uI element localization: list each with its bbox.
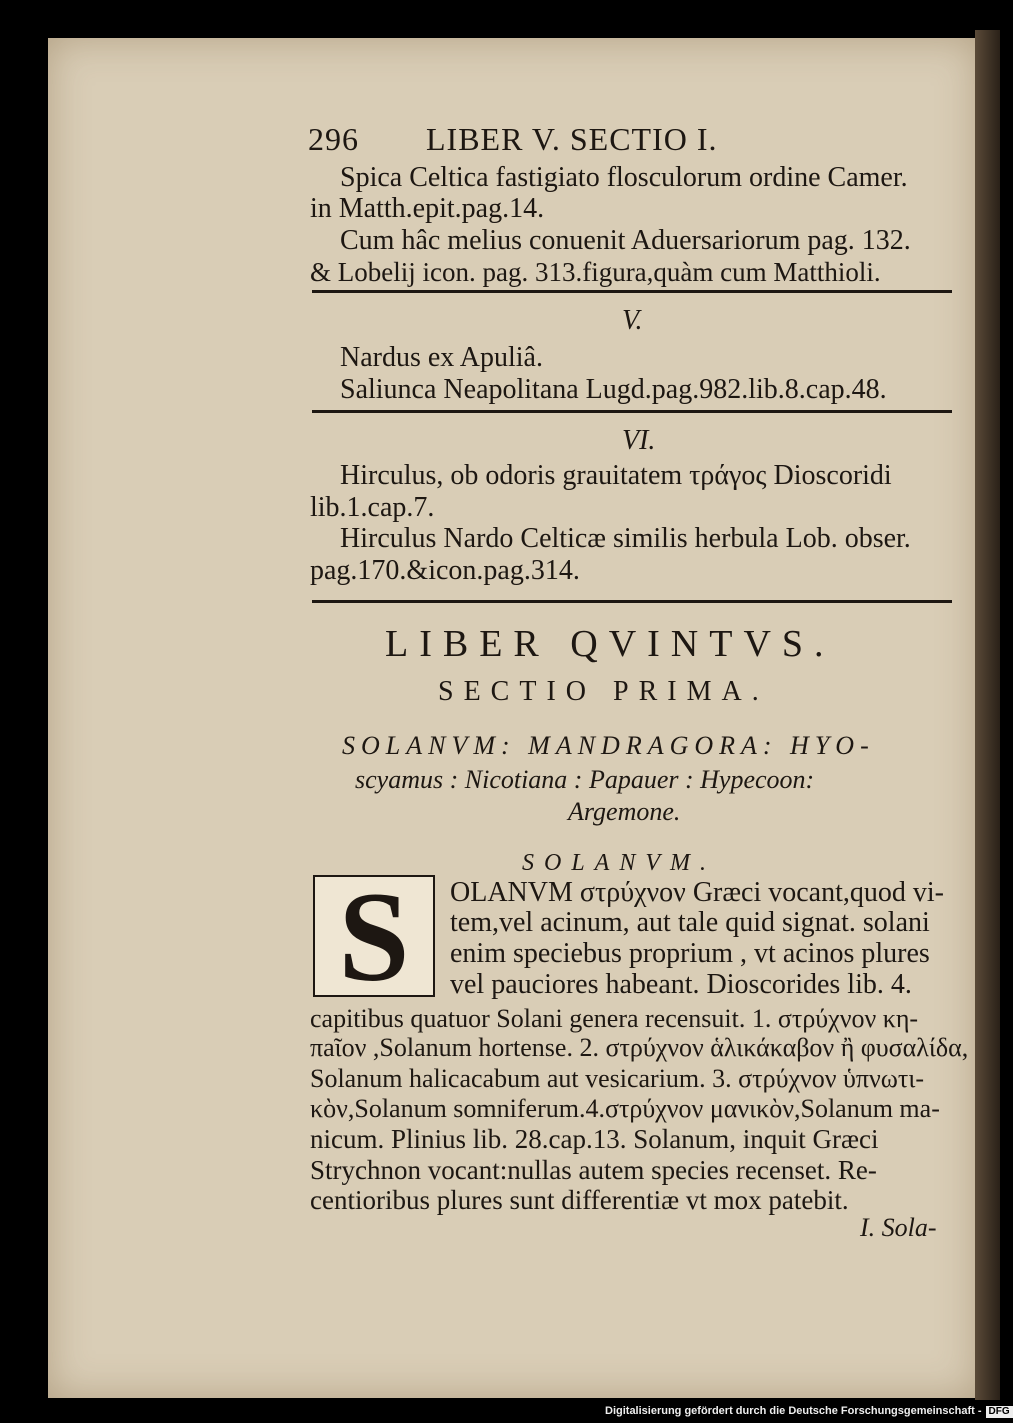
body-line: OLANVM στρύχνον Græci vocant,quod vi- <box>450 877 944 908</box>
digitization-footer <box>605 1405 1013 1418</box>
text-line: Hirculus Nardo Celticæ similis herbula Lob. obser. <box>340 523 911 554</box>
decorated-initial <box>313 866 435 1008</box>
body-line: κὸν,Solanum somniferum.4.στρύχνον μανικὸν,Solanum ma- <box>310 1094 940 1123</box>
text-line: Saliunca Neapolitana Lugd.pag.982.lib.8.cap.48. <box>340 374 887 405</box>
initial-letter: S <box>338 866 410 1008</box>
body-line: Solanum halicacabum aut vesicarium. 3. στρύχνον ὑπνωτι- <box>310 1064 924 1093</box>
body-line: tem,vel acinum, aut tale quid signat. solani <box>450 907 930 938</box>
body-line: centioribus plures sunt differentiæ vt mox patebit. <box>310 1185 849 1215</box>
body-line: πaῖον ,Solanum hortense. 2. στρύχνον ἁλικάκαβον ἢ φυσαλίδα, <box>310 1033 969 1062</box>
text-line: lib.1.cap.7. <box>310 492 435 523</box>
dfg-logo: DFG <box>986 1406 1013 1418</box>
chapter-heading-line: Argemone. <box>568 797 681 826</box>
divider-rule <box>312 290 952 293</box>
section-number: VI. <box>622 425 656 456</box>
text-line: Hirculus, ob odoris grauitatem τράγος Dioscoridi <box>340 460 892 491</box>
footer-text: Digitalisierung gefördert durch die Deutsche Forschungsgemeinschaft - <box>605 1405 982 1417</box>
running-header <box>308 123 718 155</box>
divider-rule <box>312 600 952 603</box>
body-line: nicum. Plinius lib. 28.cap.13. Solanum, inquit Græci <box>310 1124 879 1154</box>
text-line: & Lobelij icon. pag. 313.figura,quàm cum Matthioli. <box>310 257 881 287</box>
body-line: Strychnon vocant:nullas autem species recenset. Re- <box>310 1155 877 1185</box>
page-number: 296 <box>308 121 359 157</box>
chapter-heading-line: scyamus : Nicotiana : Papauer : Hypecoon: <box>355 765 815 794</box>
book-title: LIBER QVINTVS. <box>385 623 835 665</box>
section-number: V. <box>622 305 643 336</box>
text-line: Nardus ex Apuliâ. <box>340 342 543 373</box>
body-line: enim speciebus proprium , vt acinos plures <box>450 938 930 969</box>
book-subtitle: SECTIO PRIMA. <box>438 676 769 707</box>
text-line: pag.170.&icon.pag.314. <box>310 555 580 586</box>
subheading: SOLANVM. <box>522 850 716 876</box>
text-line: Spica Celtica fastigiato flosculorum ordine Camer. <box>340 162 908 193</box>
catchword: I. Sola- <box>860 1213 937 1242</box>
body-line: capitibus quatuor Solani genera recensuit. 1. στρύχνον κη- <box>310 1004 919 1033</box>
divider-rule <box>312 410 952 413</box>
text-line: Cum hâc melius conuenit Aduersariorum pag. 132. <box>340 225 911 256</box>
body-line: vel pauciores habeant. Dioscorides lib. 4. <box>450 969 912 1000</box>
text-line: in Matth.epit.pag.14. <box>310 193 545 224</box>
chapter-heading-line: SOLANVM: MANDRAGORA: HYO- <box>342 731 875 760</box>
running-title: LIBER V. SECTIO I. <box>426 121 718 157</box>
